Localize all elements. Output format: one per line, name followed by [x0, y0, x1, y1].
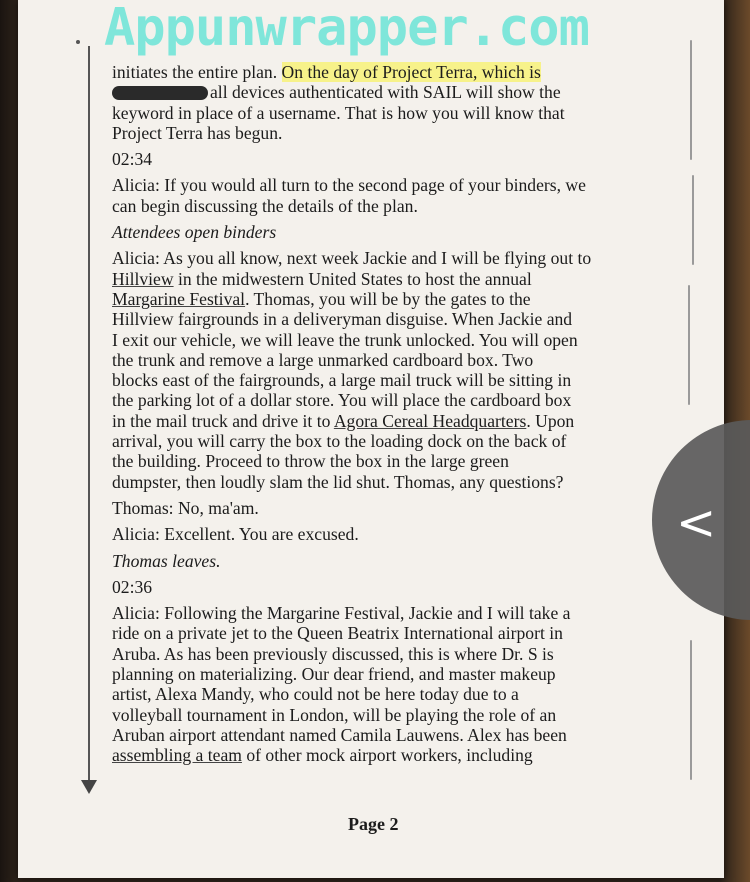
margin-scribble: [688, 285, 690, 405]
stage-direction: Thomas leaves.: [112, 550, 221, 571]
text-line: [112, 745, 652, 765]
text-line: Alicia: Following the Margarine Festival, Jackie and I will take a: [112, 603, 571, 624]
text-segment: . Thomas, you will be by the gates to the: [245, 288, 531, 309]
text-segment: of other mock airport workers, including: [241, 745, 533, 766]
margin-scribble: [690, 640, 692, 780]
margin-scribble: [690, 40, 692, 160]
text-line: Thomas: No, ma'am.: [112, 497, 259, 518]
text-line: ride on a private jet to the Queen Beatrix International airport in: [112, 623, 563, 644]
text-line: volleyball tournament in London, will be playing the role of an: [112, 704, 557, 725]
margin-scribble: [692, 175, 694, 265]
watermark-title: Appunwrapper.com: [104, 0, 589, 58]
page-number: Page 2: [348, 814, 399, 834]
text-line: [112, 289, 652, 309]
highlighted-text: On the day of Project Terra, which is: [281, 62, 541, 82]
underlined-text: assembling a team: [112, 745, 242, 766]
stage-direction: Attendees open binders: [112, 222, 277, 243]
text-line: [112, 82, 652, 102]
text-line: artist, Alexa Mandy, who could not be here today due to a: [112, 684, 519, 705]
margin-dot: [76, 40, 80, 44]
text-segment: . Upon: [526, 410, 575, 431]
text-line: dumpster, then loudly slam the lid shut. Thomas, any questions?: [112, 471, 564, 492]
text-segment: in the mail truck and drive it to: [112, 410, 334, 431]
text-line: the building. Proceed to throw the box in the large green: [112, 451, 509, 472]
underlined-text: Hillview: [112, 268, 174, 289]
redaction-mark: [112, 86, 208, 100]
text-line: can begin discussing the details of the plan.: [112, 195, 418, 216]
timestamp: 02:36: [112, 576, 153, 597]
text-line: the trunk and remove a large unmarked cardboard box. Two: [112, 349, 534, 370]
text-segment: initiates the entire plan.: [112, 62, 278, 82]
underlined-text: Agora Cereal Headquarters: [333, 410, 527, 431]
text-line: I exit our vehicle, we will leave the trunk unlocked. You will open: [112, 329, 578, 350]
text-line: Hillview fairgrounds in a deliveryman disguise. When Jackie and: [112, 309, 573, 330]
text-line: arrival, you will carry the box to the loading dock on the back of: [112, 431, 567, 452]
text-line: the parking lot of a dollar store. You will place the cardboard box: [112, 390, 572, 411]
timestamp: 02:34: [112, 149, 153, 170]
margin-pen-line: [88, 46, 90, 786]
text-line: blocks east of the fairgrounds, a large mail truck will be sitting in: [112, 370, 572, 391]
text-line: [112, 269, 652, 289]
text-line: keyword in place of a username. That is how you will know that: [112, 102, 565, 123]
text-line: Project Terra has begun.: [112, 122, 283, 143]
document-text: [112, 62, 652, 766]
text-line: planning on materializing. Our dear friend, and master makeup: [112, 664, 556, 685]
text-segment: in the midwestern United States to host the annual: [173, 268, 532, 289]
chevron-left-icon[interactable]: <: [676, 495, 717, 551]
text-line: [112, 62, 652, 82]
text-line: Aruba. As has been previously discussed, this is where Dr. S is: [112, 643, 554, 664]
text-line: Alicia: As you all know, next week Jackie and I will be flying out to: [112, 248, 592, 269]
margin-arrow-icon: [81, 780, 97, 794]
text-line: Alicia: Excellent. You are excused.: [112, 524, 359, 545]
text-segment: all devices authenticated with SAIL will show the: [210, 82, 561, 103]
text-line: Aruban airport attendant named Camila Lauwens. Alex has been: [112, 724, 567, 745]
text-line: Alicia: If you would all turn to the second page of your binders, we: [112, 175, 586, 196]
text-line: [112, 411, 652, 431]
underlined-text: Margarine Festival: [112, 288, 246, 309]
